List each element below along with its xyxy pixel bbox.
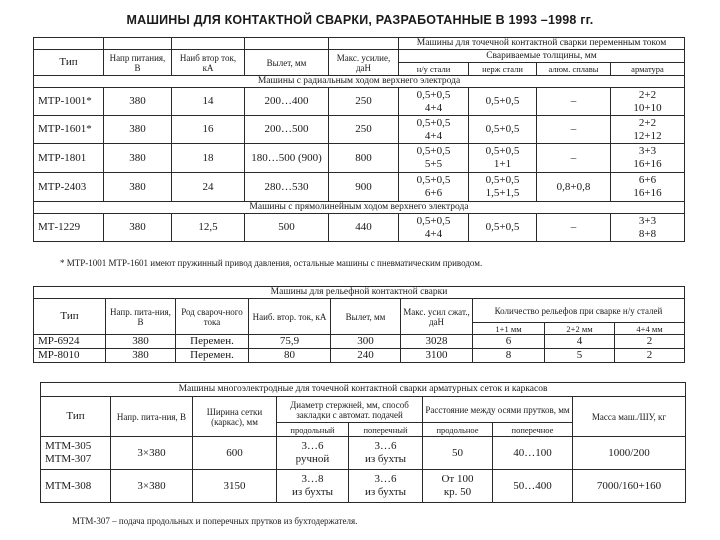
cell-c3: 2 [615,335,685,349]
cell-long [277,437,349,470]
trans-line: из бухты [364,453,407,465]
cell-reach: 200…400 [245,88,329,116]
cell-stainless [469,116,537,144]
stainless-line: 0,5+0,5 [485,221,520,233]
header-long: продольный [277,423,349,437]
type-line: МТМ-307 [45,453,92,465]
cell-voltage: 380 [104,173,172,202]
cell-alum: – [537,88,611,116]
rebar-line: 6+6 [638,174,657,186]
cell-steel [399,116,469,144]
table-row [34,144,685,173]
cell-steel [399,214,469,242]
cell-c1: 6 [473,335,545,349]
cell-force: 250 [329,116,399,144]
header-rebar: арматура [611,63,685,76]
spot-welding-table [33,37,685,242]
header-mass: Масса маш./ШУ, кг [573,397,686,437]
cell-c3: 2 [615,349,685,363]
stainless-line: 0,5+0,5 [485,95,520,107]
cell-type: МТР-1801 [34,144,104,173]
cell-rebar [611,214,685,242]
cell-dist-long [423,470,493,503]
table-row [34,335,685,349]
section-title-spot: Машины для точечной контактной сварки переменным током [399,38,685,50]
cell-reach: 180…500 (900) [245,144,329,173]
cell-voltage: 3×380 [111,437,193,470]
steel-line: 0,5+0,5 [416,145,451,157]
cell-current: 24 [172,173,245,202]
header-dist-trans: поперечное [493,423,573,437]
header-diameter: Диаметр стержней, мм, способ закладки с автомат. подачей [277,397,423,423]
header-reach: Вылет, мм [331,299,401,335]
cell-current: 75,9 [249,335,331,349]
subsection-linear: Машины с прямолинейным ходом верхнего электрода [34,202,685,214]
cell-type: МТ-1229 [34,214,104,242]
header-projection-count: Количество рельефов при сварке н/у сталей [473,299,685,323]
table-row [34,173,685,202]
cell-mass: 7000/160+160 [573,470,686,503]
projection-welding-table [33,286,685,363]
cell-current: 12,5 [172,214,245,242]
cell-long [277,470,349,503]
steel-line: 4+4 [424,227,443,240]
section-title-projection: Машины для рельефной контактной сварки [34,287,685,299]
cell-alum: – [537,144,611,173]
long-line: 3…6 [301,440,324,452]
cell-type: МР-8010 [34,349,106,363]
cell-stainless [469,173,537,202]
cell-current: 16 [172,116,245,144]
cell-force: 440 [329,214,399,242]
cell-rebar [611,144,685,173]
header-current: Наиб втор ток, кА [172,50,245,76]
cell-voltage: 380 [104,144,172,173]
cell-kind: Перемен. [176,349,249,363]
dist-long-line: От 100 [441,473,474,485]
header-current: Наиб. втор. ток, кА [249,299,331,335]
cell-voltage: 380 [106,335,176,349]
cell-force: 900 [329,173,399,202]
cell-force: 3028 [401,335,473,349]
cell-c1: 8 [473,349,545,363]
steel-line: 5+5 [424,158,443,170]
cell-rebar [611,173,685,202]
header-width: Ширина сетки (каркас), мм [193,397,277,437]
steel-line: 0,5+0,5 [416,116,451,129]
cell-c2: 5 [545,349,615,363]
cell-current: 18 [172,144,245,173]
cell-reach: 300 [331,335,401,349]
header-stainless: нерж стали [469,63,537,76]
header-reach: Вылет, мм [245,50,329,76]
type-line: МТМ-308 [45,479,92,492]
cell-steel [399,173,469,202]
cell-type: МТР-1601* [34,116,104,144]
steel-line: 0,5+0,5 [416,88,451,101]
header-c3: 4+4 мм [615,323,685,335]
steel-line: 0,5+0,5 [416,214,451,227]
header-force: Макс. усил сжат., даН [401,299,473,335]
cell-type [41,437,111,470]
cell-alum: – [537,214,611,242]
cell-trans [349,470,423,503]
steel-line: 4+4 [424,101,443,114]
cell-force: 3100 [401,349,473,363]
cell-reach: 240 [331,349,401,363]
cell-voltage: 380 [106,349,176,363]
cell-trans [349,437,423,470]
header-voltage: Напр. пита-ния, В [111,397,193,437]
cell-current: 80 [249,349,331,363]
header-steel: н/у стали [399,63,469,76]
header-force: Макс. усилие, даН [329,50,399,76]
section-title-multi: Машины многоэлектродные для точечной контактной сварки арматурных сеток и каркасов [41,383,686,397]
rebar-line: 8+8 [638,227,657,240]
cell-width: 3150 [193,470,277,503]
header-current-kind: Род свароч-ного тока [176,299,249,335]
stainless-line: 0,5+0,5 [485,145,520,157]
cell-width: 600 [193,437,277,470]
cell-type [41,470,111,503]
header-voltage: Напр питания, В [104,50,172,76]
cell-rebar [611,116,685,144]
table-row [41,437,686,470]
cell-force: 250 [329,88,399,116]
cell-alum: – [537,116,611,144]
header-trans: поперечный [349,423,423,437]
cell-type: МР-6924 [34,335,106,349]
table-row [34,349,685,363]
cell-type: МТР-1001* [34,88,104,116]
header-distance: Расстояние между осями прутков, мм [423,397,573,423]
cell-current: 14 [172,88,245,116]
rebar-line: 3+3 [638,145,657,157]
header-dist-long: продольное [423,423,493,437]
header-type: Тип [34,50,104,76]
rebar-line: 10+10 [633,101,662,114]
steel-line: 0,5+0,5 [416,174,451,186]
table-row [34,88,685,116]
steel-line: 6+6 [424,187,443,199]
cell-dist-trans: 40…100 [493,437,573,470]
rebar-line: 16+16 [633,158,662,170]
footnote-spot: * МТР-1001 МТР-1601 имеют пружинный привод давления, остальные машины с пневматическим приводом. [60,258,483,268]
header-type: Тип [41,397,111,437]
cell-dist-long: 50 [423,437,493,470]
trans-line: 3…6 [374,473,397,485]
cell-kind: Перемен. [176,335,249,349]
trans-line: из бухты [364,486,407,498]
cell-voltage: 380 [104,214,172,242]
cell-stainless [469,88,537,116]
cell-mass: 1000/200 [573,437,686,470]
cell-c2: 4 [545,335,615,349]
stainless-line: 1+1 [493,158,512,170]
cell-reach: 200…500 [245,116,329,144]
table-row [34,214,685,242]
rebar-line: 16+16 [633,187,662,199]
cell-steel [399,144,469,173]
table-row [34,116,685,144]
footnote-multi: МТМ-307 – подача продольных и поперечных прутков из бухтодержателя. [72,516,358,526]
rebar-line: 2+2 [638,116,657,129]
steel-line: 4+4 [424,129,443,142]
rebar-line: 12+12 [633,129,662,142]
cell-stainless [469,144,537,173]
cell-reach: 280…530 [245,173,329,202]
cell-reach: 500 [245,214,329,242]
stainless-line: 0,5+0,5 [485,174,520,186]
rebar-line: 3+3 [638,214,657,227]
stainless-line: 1,5+1,5 [485,187,520,199]
header-voltage: Напр. пита-ния, В [106,299,176,335]
multi-electrode-table [40,382,686,503]
cell-dist-trans: 50…400 [493,470,573,503]
header-type: Тип [34,299,106,335]
cell-rebar [611,88,685,116]
cell-stainless [469,214,537,242]
cell-type: МТР-2403 [34,173,104,202]
cell-voltage: 380 [104,88,172,116]
header-alum: алюм. сплавы [537,63,611,76]
cell-steel [399,88,469,116]
trans-line: 3…6 [374,440,397,452]
stainless-line: 0,5+0,5 [485,123,520,135]
subsection-radial: Машины с радиальным ходом верхнего электрода [34,76,685,88]
long-line: 3…8 [301,473,324,485]
cell-alum: 0,8+0,8 [537,173,611,202]
header-thickness: Свариваемые толщины, мм [399,50,685,63]
long-line: ручной [295,453,330,465]
header-c2: 2+2 мм [545,323,615,335]
cell-voltage: 380 [104,116,172,144]
page-title: МАШИНЫ ДЛЯ КОНТАКТНОЙ СВАРКИ, РАЗРАБОТАННЫЕ В 1993 –1998 гг. [126,13,594,27]
rebar-line: 2+2 [638,88,657,101]
cell-force: 800 [329,144,399,173]
dist-long-line: кр. 50 [443,486,472,498]
cell-voltage: 3×380 [111,470,193,503]
type-line: МТМ-305 [45,440,92,452]
long-line: из бухты [291,486,334,498]
table-row [41,470,686,503]
header-c1: 1+1 мм [473,323,545,335]
